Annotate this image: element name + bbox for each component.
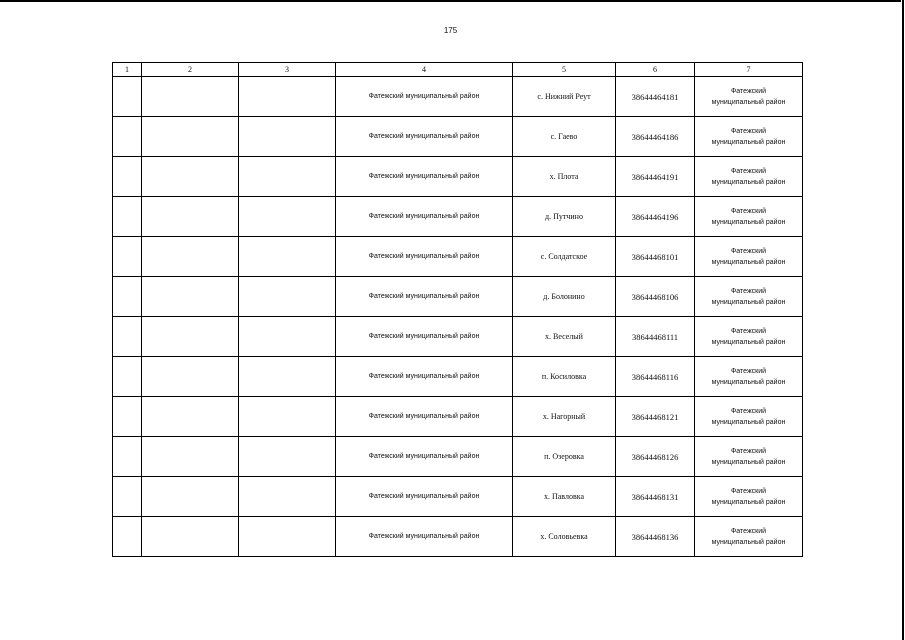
cell-col1 <box>113 237 142 277</box>
column-header-7: 7 <box>695 63 803 77</box>
cell-municipality <box>695 197 803 237</box>
cell-code: 38644468126 <box>616 437 695 477</box>
municipality-text-line: муниципальный район <box>711 98 786 106</box>
column-header-5: 5 <box>513 63 616 77</box>
cell-code: 38644468136 <box>616 517 695 557</box>
cell-col3 <box>239 397 336 437</box>
page-number: 175 <box>443 26 458 35</box>
cell-code: 38644468106 <box>616 277 695 317</box>
cell-col1 <box>113 437 142 477</box>
column-header-6: 6 <box>616 63 695 77</box>
municipality-text-line: муниципальный район <box>711 378 786 386</box>
cell-col3 <box>239 197 336 237</box>
cell-municipality <box>695 477 803 517</box>
municipality-text-line: Фатежский <box>730 207 767 215</box>
table-header <box>113 63 803 77</box>
cell-col1 <box>113 197 142 237</box>
cell-col3 <box>239 157 336 197</box>
municipality-text-line: Фатежский <box>730 247 767 255</box>
cell-col1 <box>113 517 142 557</box>
cell-locality: х. Павловка <box>513 477 616 517</box>
cell-locality: х. Нагорный <box>513 397 616 437</box>
cell-col2 <box>142 237 239 277</box>
table-row <box>113 157 803 197</box>
cell-area: Фатежский муниципальный район <box>336 357 513 397</box>
municipality-text-line: муниципальный район <box>711 338 786 346</box>
cell-col1 <box>113 357 142 397</box>
cell-locality: х. Соловьевка <box>513 517 616 557</box>
cell-col3 <box>239 357 336 397</box>
cell-code: 38644468121 <box>616 397 695 437</box>
cell-col2 <box>142 77 239 117</box>
cell-locality: д. Путчино <box>513 197 616 237</box>
cell-locality: х. Веселый <box>513 317 616 357</box>
cell-col2 <box>142 437 239 477</box>
cell-municipality <box>695 397 803 437</box>
header-row <box>113 63 803 77</box>
cell-col1 <box>113 477 142 517</box>
cell-locality: с. Солдатское <box>513 237 616 277</box>
cell-locality: х. Плота <box>513 157 616 197</box>
municipality-text-line: Фатежский <box>730 327 767 335</box>
cell-col2 <box>142 517 239 557</box>
page-border-top <box>0 0 901 2</box>
table-row <box>113 277 803 317</box>
municipality-text-line: муниципальный район <box>711 258 786 266</box>
cell-col3 <box>239 517 336 557</box>
cell-municipality <box>695 317 803 357</box>
cell-area: Фатежский муниципальный район <box>336 517 513 557</box>
cell-col3 <box>239 277 336 317</box>
cell-col1 <box>113 277 142 317</box>
municipality-text-line: Фатежский <box>730 527 767 535</box>
table-row <box>113 517 803 557</box>
table-row <box>113 397 803 437</box>
cell-col2 <box>142 397 239 437</box>
cell-area: Фатежский муниципальный район <box>336 77 513 117</box>
cell-area: Фатежский муниципальный район <box>336 477 513 517</box>
cell-area: Фатежский муниципальный район <box>336 237 513 277</box>
cell-col1 <box>113 397 142 437</box>
cell-locality: д. Болонино <box>513 277 616 317</box>
cell-col2 <box>142 357 239 397</box>
cell-locality: с. Нижний Реут <box>513 77 616 117</box>
page-border-right <box>902 0 904 640</box>
municipality-text-line: муниципальный район <box>711 218 786 226</box>
cell-area: Фатежский муниципальный район <box>336 437 513 477</box>
cell-code: 38644468111 <box>616 317 695 357</box>
municipality-text-line: Фатежский <box>730 407 767 415</box>
cell-col2 <box>142 117 239 157</box>
cell-col1 <box>113 117 142 157</box>
cell-col3 <box>239 437 336 477</box>
table-row <box>113 477 803 517</box>
cell-area: Фатежский муниципальный район <box>336 397 513 437</box>
municipality-text-line: муниципальный район <box>711 498 786 506</box>
cell-col3 <box>239 317 336 357</box>
municipality-text-line: муниципальный район <box>711 178 786 186</box>
cell-code: 38644468116 <box>616 357 695 397</box>
cell-col3 <box>239 237 336 277</box>
municipality-text-line: муниципальный район <box>711 138 786 146</box>
cell-municipality <box>695 157 803 197</box>
cell-col2 <box>142 197 239 237</box>
cell-area: Фатежский муниципальный район <box>336 117 513 157</box>
table-row <box>113 237 803 277</box>
cell-municipality <box>695 517 803 557</box>
municipality-text-line: муниципальный район <box>711 418 786 426</box>
cell-municipality <box>695 77 803 117</box>
table-row <box>113 357 803 397</box>
cell-locality: п. Косиловка <box>513 357 616 397</box>
column-header-1: 1 <box>113 63 142 77</box>
table-row <box>113 437 803 477</box>
cell-col1 <box>113 77 142 117</box>
cell-col1 <box>113 317 142 357</box>
cell-locality: с. Гаево <box>513 117 616 157</box>
cell-municipality <box>695 117 803 157</box>
municipality-text-line: Фатежский <box>730 487 767 495</box>
table-row <box>113 117 803 157</box>
cell-col2 <box>142 157 239 197</box>
cell-municipality <box>695 277 803 317</box>
cell-col2 <box>142 317 239 357</box>
table-body <box>113 77 803 557</box>
cell-col3 <box>239 117 336 157</box>
cell-area: Фатежский муниципальный район <box>336 277 513 317</box>
municipality-text-line: Фатежский <box>730 287 767 295</box>
cell-area: Фатежский муниципальный район <box>336 317 513 357</box>
cell-area: Фатежский муниципальный район <box>336 197 513 237</box>
municipality-text-line: муниципальный район <box>711 458 786 466</box>
cell-area: Фатежский муниципальный район <box>336 157 513 197</box>
table-row <box>113 317 803 357</box>
register-table <box>112 62 803 557</box>
municipality-text-line: Фатежский <box>730 127 767 135</box>
cell-code: 38644464196 <box>616 197 695 237</box>
cell-col1 <box>113 157 142 197</box>
municipality-text-line: муниципальный район <box>711 538 786 546</box>
municipality-text-line: Фатежский <box>730 447 767 455</box>
cell-municipality <box>695 437 803 477</box>
table-row <box>113 197 803 237</box>
cell-code: 38644464191 <box>616 157 695 197</box>
column-header-2: 2 <box>142 63 239 77</box>
cell-code: 38644464181 <box>616 77 695 117</box>
municipality-text-line: Фатежский <box>730 167 767 175</box>
cell-col2 <box>142 477 239 517</box>
cell-col3 <box>239 477 336 517</box>
municipality-text-line: Фатежский <box>730 367 767 375</box>
cell-code: 38644468101 <box>616 237 695 277</box>
cell-col2 <box>142 277 239 317</box>
table-row <box>113 77 803 117</box>
column-header-3: 3 <box>239 63 336 77</box>
cell-municipality <box>695 357 803 397</box>
municipality-text-line: Фатежский <box>730 87 767 95</box>
cell-code: 38644468131 <box>616 477 695 517</box>
cell-locality: п. Озеровка <box>513 437 616 477</box>
cell-municipality <box>695 237 803 277</box>
cell-code: 38644464186 <box>616 117 695 157</box>
municipality-text-line: муниципальный район <box>711 298 786 306</box>
column-header-4: 4 <box>336 63 513 77</box>
cell-col3 <box>239 77 336 117</box>
